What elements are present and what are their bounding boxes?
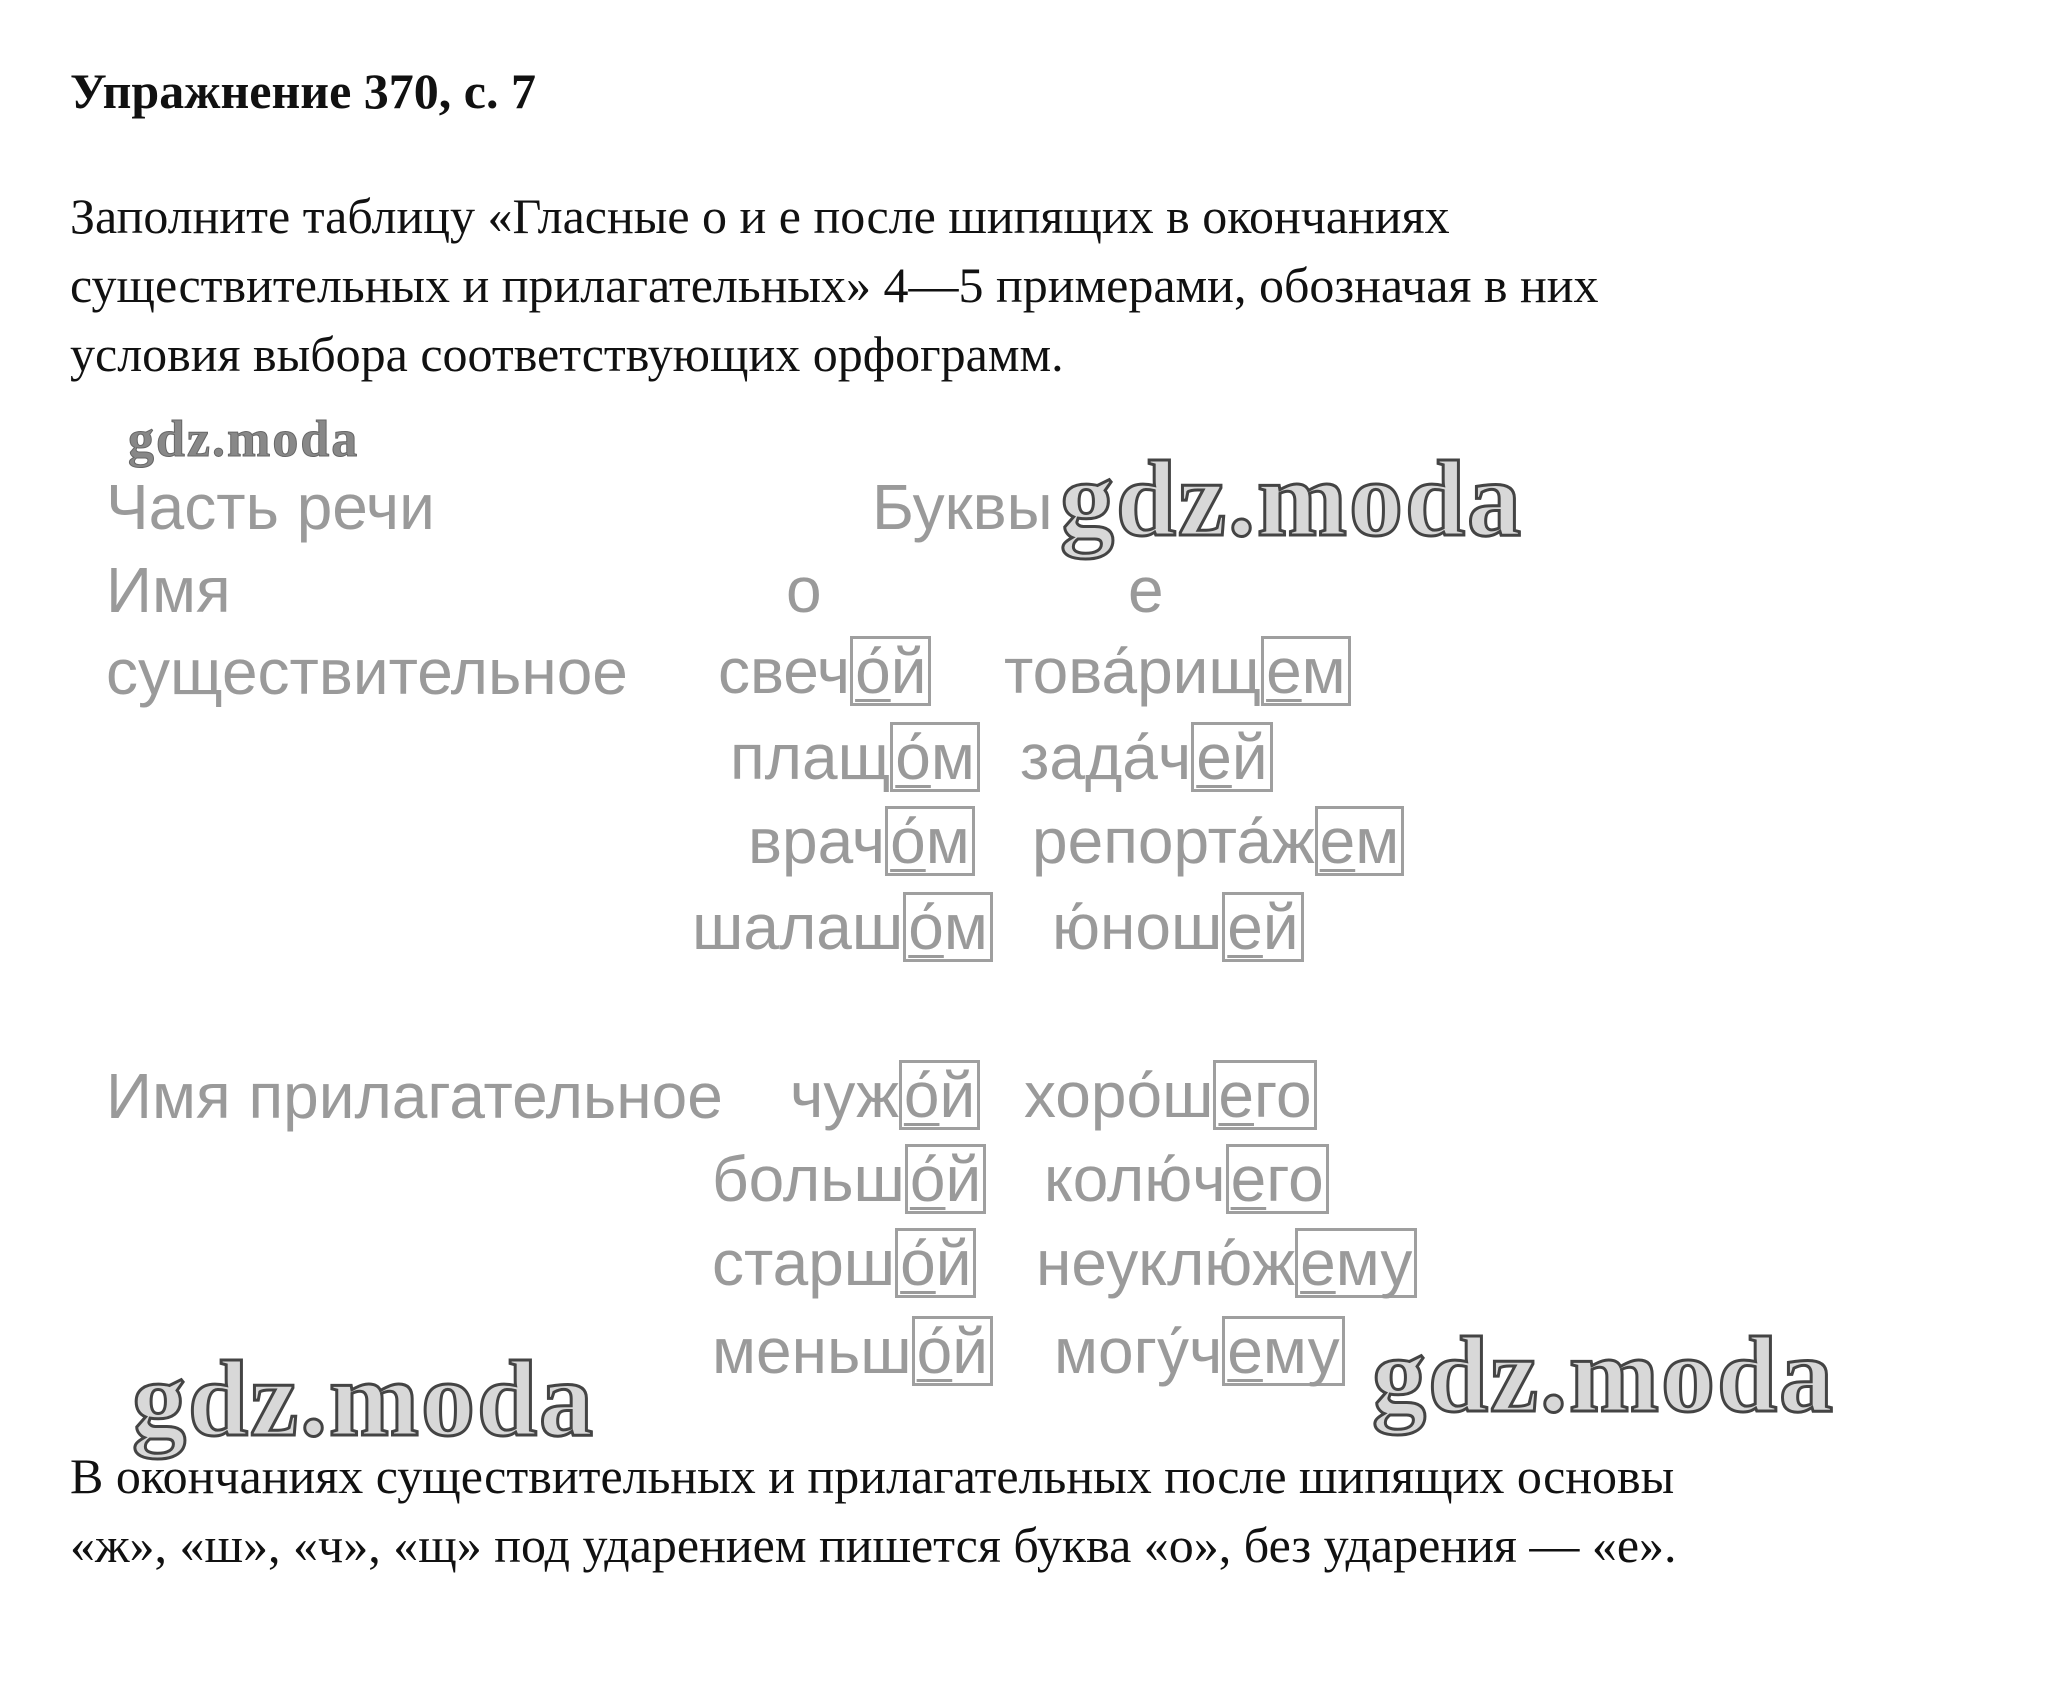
word-adj-e: [1024, 1060, 1317, 1130]
task-line: Заполните таблицу «Гласные о и е после шипящих в окончаниях: [70, 188, 1450, 244]
word-stem: старш: [712, 1227, 896, 1299]
ending-box: [895, 1228, 976, 1298]
ending-box: [899, 1060, 980, 1130]
ending-rest: м: [925, 805, 970, 877]
conclusion-line: В окончаниях существительных и прилагательных после шипящих основы: [70, 1448, 1675, 1504]
word-adj-o: [790, 1060, 980, 1130]
ending-rest: го: [1254, 1059, 1312, 1131]
word-stem: могу́ч: [1054, 1315, 1223, 1387]
word-stem: свеч: [718, 635, 851, 707]
watermark: gdz.moda: [128, 411, 360, 468]
column-e-label: е: [1128, 554, 1164, 626]
word-stem: врач: [748, 805, 886, 877]
ending-vowel: е: [1266, 635, 1302, 707]
word-stem: хоро́ш: [1024, 1059, 1214, 1131]
word-adj-o: [712, 1316, 993, 1386]
ending-vowel: о́: [909, 1143, 946, 1215]
ending-rest: й: [945, 1143, 982, 1215]
conclusion-text: [70, 1442, 2010, 1580]
ending-vowel: о́: [908, 891, 944, 963]
word-adj-e: [1044, 1144, 1329, 1214]
word-stem: меньш: [712, 1315, 912, 1387]
word-stem: колю́ч: [1044, 1143, 1226, 1215]
word-stem: зада́ч: [1020, 721, 1192, 793]
ending-vowel: е: [1227, 1315, 1263, 1387]
ending-vowel: о́: [855, 635, 891, 707]
ending-rest: й: [1262, 891, 1299, 963]
ending-rest: й: [952, 1315, 988, 1387]
ending-vowel: е: [1319, 805, 1356, 877]
noun-label-2: существительное: [106, 636, 628, 708]
adjective-label: Имя прилагательное: [106, 1060, 723, 1132]
ending-box: [850, 636, 931, 706]
ending-rest: м: [1301, 635, 1346, 707]
ending-box: [1315, 806, 1405, 876]
word-adj-e: [1054, 1316, 1345, 1386]
word-noun-o: [748, 806, 975, 876]
exercise-title: Упражнение 370, с. 7: [70, 63, 536, 119]
watermark: gdz.moda: [132, 1340, 596, 1459]
column-o-label: о: [786, 554, 822, 626]
ending-rest: й: [939, 1059, 976, 1131]
word-noun-o: [692, 892, 993, 962]
ending-rest: го: [1266, 1143, 1324, 1215]
ending-box: [885, 806, 975, 876]
ending-vowel: о́: [916, 1315, 953, 1387]
ending-vowel: о́: [895, 721, 931, 793]
task-text: [70, 182, 1990, 389]
ending-vowel: е: [1300, 1227, 1336, 1299]
word-stem: больш: [712, 1143, 905, 1215]
word-noun-o: [730, 722, 980, 792]
word-stem: това́рищ: [1004, 635, 1262, 707]
watermark: gdz.moda: [1372, 1316, 1836, 1435]
ending-rest: й: [890, 635, 927, 707]
ending-vowel: о́: [900, 1227, 936, 1299]
ending-box: [903, 892, 993, 962]
ending-rest: м: [943, 891, 988, 963]
ending-rest: й: [935, 1227, 972, 1299]
task-line: условия выбора соответствующих орфограмм.: [70, 326, 1064, 382]
ending-rest: му: [1262, 1315, 1340, 1387]
watermark: gdz.moda: [1060, 440, 1524, 559]
word-stem: шалаш: [692, 891, 904, 963]
word-stem: чуж: [790, 1059, 899, 1131]
word-noun-e: [1004, 636, 1351, 706]
ending-vowel: о́: [903, 1059, 940, 1131]
ending-box: [1213, 1060, 1316, 1130]
ending-box: [1295, 1228, 1417, 1298]
ending-box: [1261, 636, 1351, 706]
word-stem: плащ: [730, 721, 891, 793]
ending-rest: м: [930, 721, 975, 793]
ending-box: [890, 722, 980, 792]
word-stem: неуклю́ж: [1036, 1227, 1296, 1299]
noun-label-1: Имя: [106, 554, 231, 626]
word-adj-o: [712, 1228, 976, 1298]
ending-box: [905, 1144, 986, 1214]
ending-box: [1191, 722, 1272, 792]
ending-vowel: е: [1218, 1059, 1254, 1131]
ending-rest: му: [1335, 1227, 1413, 1299]
task-line: существительных и прилагательных» 4—5 примерами, обозначая в них: [70, 257, 1599, 313]
word-stem: репорта́ж: [1032, 805, 1315, 877]
word-stem: ю́нош: [1052, 891, 1223, 963]
conclusion-line: «ж», «ш», «ч», «щ» под ударением пишется буква «о», без ударения — «е».: [70, 1517, 1677, 1573]
ending-box: [1222, 892, 1303, 962]
ending-vowel: е: [1227, 891, 1263, 963]
ending-vowel: е: [1230, 1143, 1267, 1215]
ending-vowel: о́: [890, 805, 926, 877]
word-adj-o: [712, 1144, 986, 1214]
ending-box: [1222, 1316, 1344, 1386]
ending-rest: м: [1355, 805, 1400, 877]
ending-box: [912, 1316, 993, 1386]
ending-rest: й: [1231, 721, 1268, 793]
word-adj-e: [1036, 1228, 1417, 1298]
word-noun-e: [1052, 892, 1304, 962]
ending-box: [1226, 1144, 1329, 1214]
word-noun-e: [1020, 722, 1273, 792]
ending-vowel: е: [1196, 721, 1232, 793]
word-noun-o: [718, 636, 931, 706]
header-part-of-speech: Часть речи: [106, 471, 435, 543]
word-noun-e: [1032, 806, 1404, 876]
header-letters: Буквы: [872, 471, 1053, 543]
